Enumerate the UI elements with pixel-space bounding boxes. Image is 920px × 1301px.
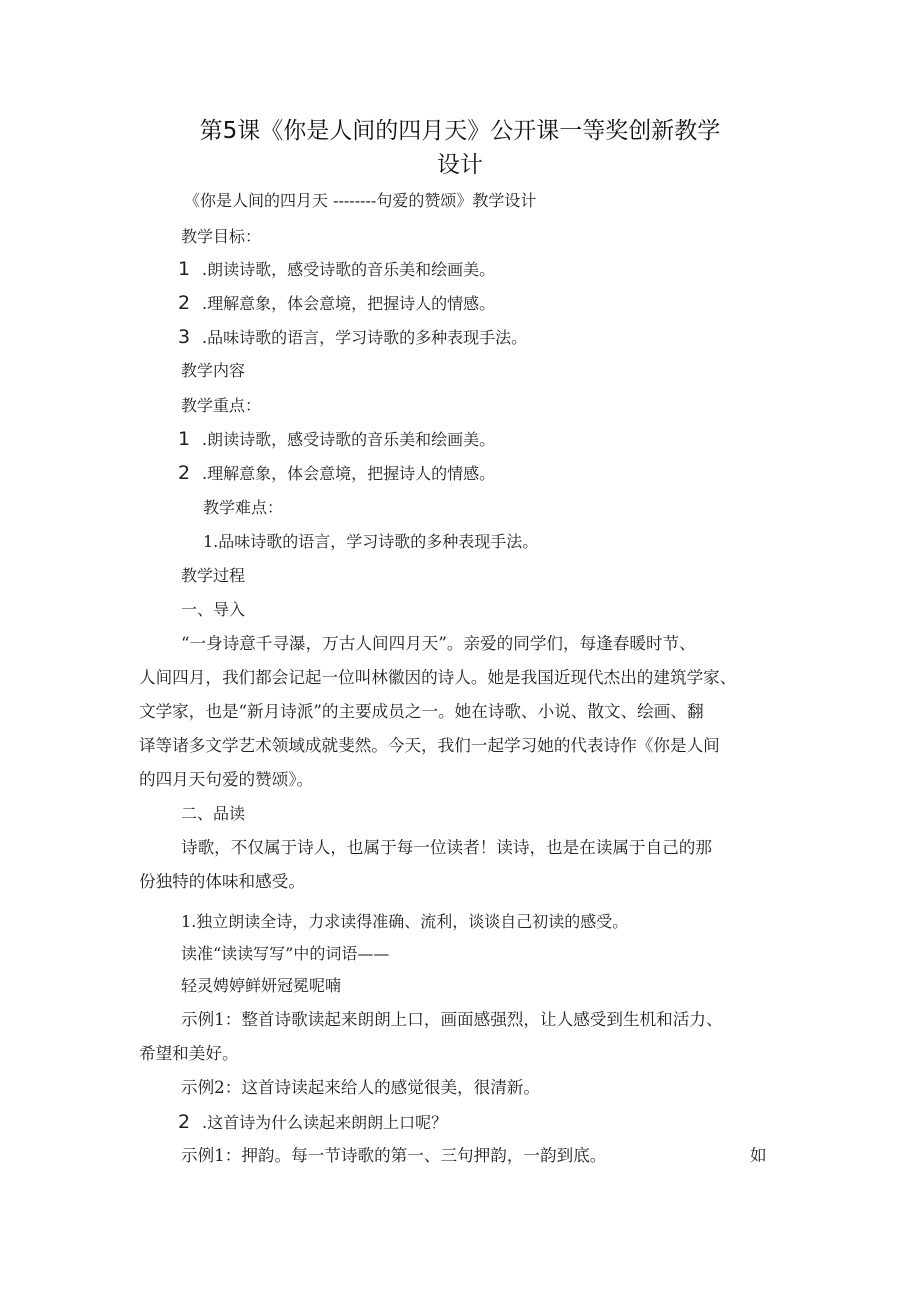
document-title-line-1: 第5课《你是人间的四月天》公开课一等奖创新教学 <box>199 118 721 144</box>
intro-paragraph-line: “一身诗意千寻瀑，万古人间四月天”。亲爱的同学们，每逢春暖时节、 <box>181 634 696 653</box>
example-1-line: 希望和美好。 <box>139 1044 239 1063</box>
goal-item-1 <box>178 258 495 281</box>
example-2: 示例2：这首诗读起来给人的感觉很美，很清新。 <box>181 1078 541 1097</box>
reading-task-1: 1.独立朗读全诗，力求读得准确、流利，谈谈自己初读的感受。 <box>181 912 629 931</box>
reading-paragraph-line: 诗歌，不仅属于诗人，也属于每一位读者！读诗，也是在读属于自己的那 <box>181 838 712 857</box>
vocabulary-words: 轻灵娉婷鲜妍冠冕呢喃 <box>181 976 342 995</box>
task-text: .这首诗为什么读起来朗朗上口呢？ <box>202 1113 448 1132</box>
difficulty-item: 1.品味诗歌的语言，学习诗歌的多种表现手法。 <box>203 532 539 551</box>
key-point-number: 1 <box>178 428 191 450</box>
key-point-text: .朗读诗歌，感受诗歌的音乐美和绘画美。 <box>202 430 496 449</box>
content-heading: 教学内容 <box>181 361 246 380</box>
key-points-heading: 教学重点： <box>181 396 262 415</box>
goal-item-text: .品味诗歌的语言，学习诗歌的多种表现手法。 <box>202 328 528 347</box>
goal-item-number: 2 <box>178 292 191 314</box>
goal-item-3 <box>178 326 527 349</box>
key-point-item-1 <box>178 428 495 451</box>
goal-item-2 <box>178 292 495 315</box>
intro-paragraph-line: 的四月天句爱的赞颂》。 <box>139 770 314 789</box>
words-intro: 读准“读读写写”中的词语—— <box>181 944 390 963</box>
reading-paragraph-line: 份独特的体味和感受。 <box>139 872 305 891</box>
example-3-tail: 如 <box>750 1146 767 1165</box>
intro-paragraph-line: 文学家，也是“新月诗派”的主要成员之一。她在诗歌、小说、散文、绘画、翻 <box>139 702 704 721</box>
intro-heading: 一、导入 <box>181 600 246 619</box>
reading-task-2 <box>178 1111 447 1134</box>
subtitle: 《你是人间的四月天 --------句爱的赞颂》教学设计 <box>184 191 537 210</box>
difficulties-heading: 教学难点： <box>203 498 284 517</box>
example-3: 示例1：押韵。每一节诗歌的第一、三句押韵，一韵到底。 <box>181 1146 607 1165</box>
reading-heading: 二、品读 <box>181 804 246 823</box>
document-title-line-2: 设计 <box>437 152 483 178</box>
goal-item-number: 3 <box>178 326 191 348</box>
intro-paragraph-line: 人间四月，我们都会记起一位叫林徽因的诗人。她是我国近现代杰出的建筑学家、 <box>139 668 737 687</box>
key-point-text: .理解意象，体会意境，把握诗人的情感。 <box>202 464 496 483</box>
process-heading: 教学过程 <box>181 566 246 585</box>
goal-item-number: 1 <box>178 258 191 280</box>
example-1-line: 示例1：整首诗歌读起来朗朗上口，画面感强烈，让人感受到生机和活力、 <box>181 1010 723 1029</box>
goals-heading: 教学目标： <box>181 227 262 246</box>
task-number: 2 <box>178 1111 191 1133</box>
intro-paragraph-line: 译等诸多文学艺术领域成就斐然。今天，我们一起学习她的代表诗作《你是人间 <box>139 736 720 755</box>
key-point-item-2 <box>178 462 495 485</box>
goal-item-text: .朗读诗歌，感受诗歌的音乐美和绘画美。 <box>202 260 496 279</box>
goal-item-text: .理解意象，体会意境，把握诗人的情感。 <box>202 294 496 313</box>
key-point-number: 2 <box>178 462 191 484</box>
